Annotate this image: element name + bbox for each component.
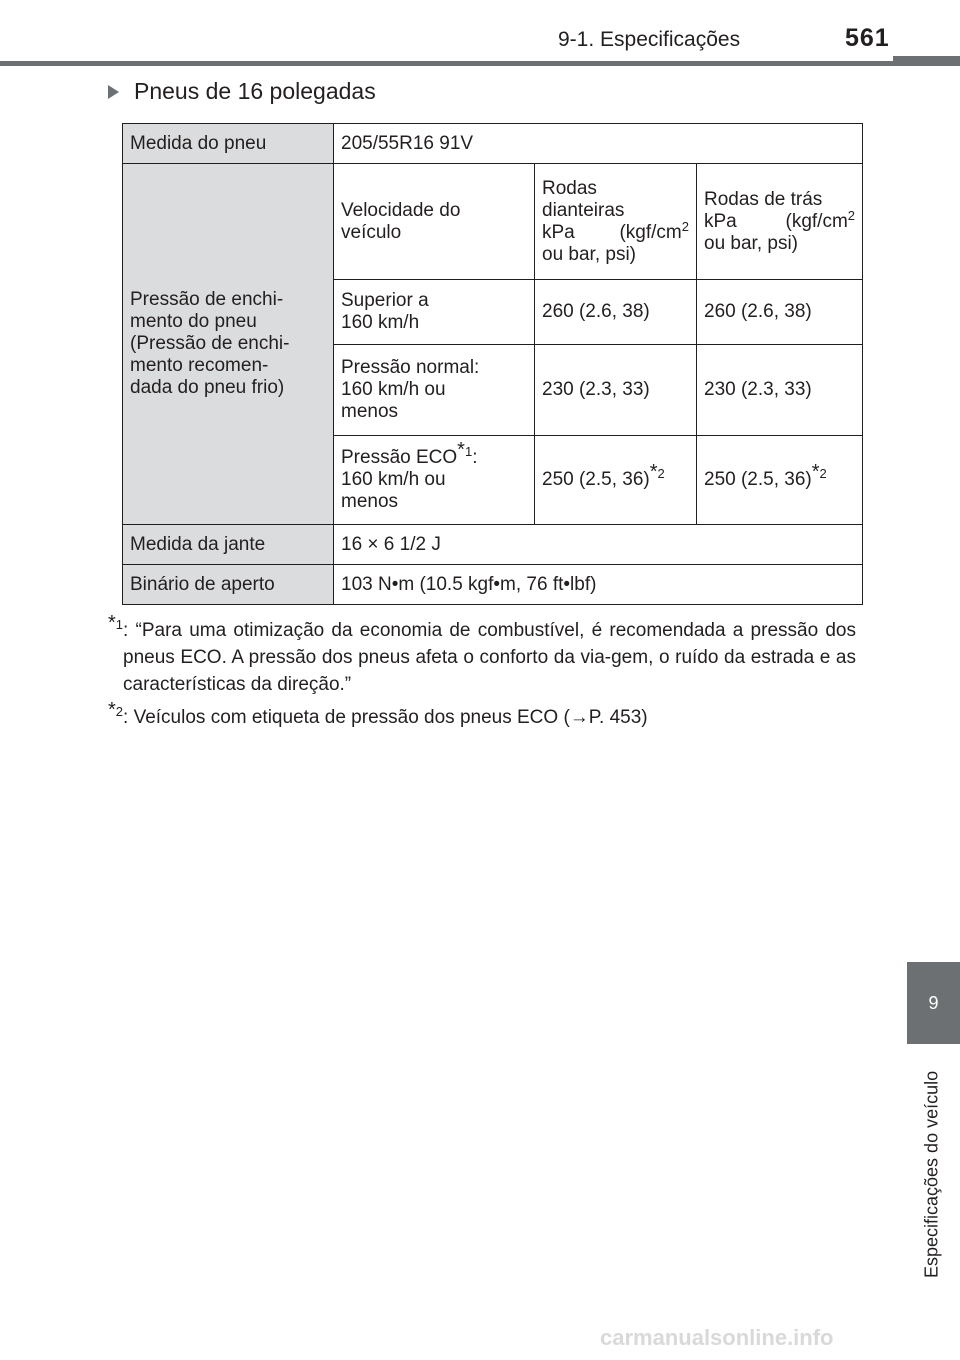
rear-header-unit: kPa ($kgf/cm^2$: [704, 207, 856, 232]
inflation-pressure-label: Pressão de enchi- mento do pneu (Pressão de enchi- mento recomen- dada do pneu frio): [123, 164, 334, 525]
footnotes: [108, 612, 856, 737]
section-title: 9-1. Especificações: [558, 28, 741, 51]
rear-pressure-cell: 260 (2.6, 38): [697, 280, 863, 345]
front-header-line: Rodas: [542, 177, 597, 199]
column-header-front: [535, 164, 697, 280]
footnote-marker: *1: [108, 612, 124, 634]
section-heading-text: Pneus de 16 polegadas: [134, 78, 376, 104]
footnote-2: [108, 699, 856, 731]
rim-size-value: 16 × 6 1/2 J: [334, 525, 863, 565]
table-row: [123, 525, 863, 565]
torque-value: 103 N•m (10.5 kgf•m, 76 ft•lbf): [334, 565, 863, 605]
page-number: 561: [845, 24, 890, 52]
rear-pressure-cell: 230 (2.3, 33): [697, 345, 863, 436]
chapter-label: Especificações do veículo: [921, 1070, 942, 1278]
speed-cell: Superior a 160 km/h: [334, 280, 535, 345]
front-pressure-cell: 230 (2.3, 33): [535, 345, 697, 436]
triangle-bullet-icon: [108, 85, 119, 99]
speed-cell-eco: Pressão ECO$^{*1}$: 160 km/h ou menos: [334, 436, 535, 525]
section-heading: [108, 78, 376, 105]
tire-size-label: Medida do pneu: [123, 124, 334, 164]
footnote-1: [108, 612, 856, 698]
table-row: [123, 565, 863, 605]
tire-size-value: 205/55R16 91V: [334, 124, 863, 164]
column-header-rear: [697, 164, 863, 280]
front-header-line: dianteiras: [542, 199, 625, 221]
rear-header-line: Rodas de trás: [704, 188, 823, 210]
table-row: [123, 124, 863, 164]
front-pressure-cell-eco: 250 (2.5, 36)$^{*2}$: [535, 436, 697, 525]
chapter-tab[interactable]: 9: [907, 962, 960, 1044]
rear-header-tail: ou bar, psi): [704, 232, 798, 254]
watermark: carmanualsonline.info: [600, 1325, 834, 1350]
table-row: [123, 164, 863, 280]
footnote-marker: *2: [108, 699, 124, 721]
front-header-unit: kPa ($kgf/cm^2$: [542, 218, 689, 243]
speed-cell: Pressão normal: 160 km/h ou menos: [334, 345, 535, 436]
rear-pressure-cell-eco: 250 (2.5, 36)$^{*2}$: [697, 436, 863, 525]
header-rule: [0, 61, 893, 66]
eco-speed-text: 160 km/h ou menos: [341, 469, 446, 512]
front-pressure-cell: 260 (2.6, 38): [535, 280, 697, 345]
column-header-speed: Velocidade do veículo: [334, 164, 535, 280]
torque-label: Binário de aperto: [123, 565, 334, 605]
header-rule-tab: [893, 56, 960, 66]
rim-size-label: Medida da jante: [123, 525, 334, 565]
footnote-text: : Veículos com etiqueta de pressão dos pneus ECO (→P. 453): [123, 707, 648, 728]
tire-spec-table: [122, 123, 863, 605]
footnote-text: : “Para uma otimização da economia de combustível, é recomendada a pressão dos pneus ECO. A pressão dos pneus afeta o conforto da via-gem, o ruído da estrada e as características da direção.”: [123, 620, 856, 695]
front-header-tail: ou bar, psi): [542, 243, 636, 265]
